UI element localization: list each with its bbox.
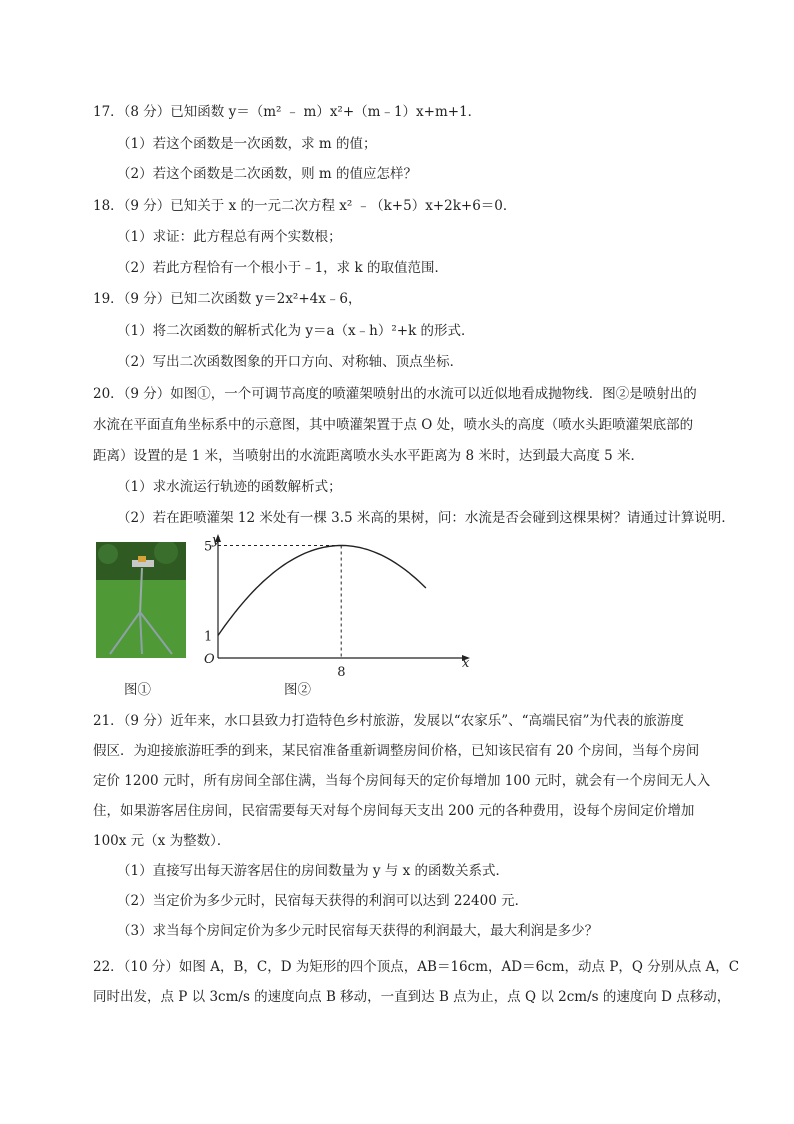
- q18-stem: 18．（9 分）已知关于 x 的一元二次方程 x² ﹣（k+5）x+2k+6＝0．: [93, 198, 517, 214]
- y-tick-label-1: 1: [204, 629, 213, 645]
- q18-part2: （2）若此方程恰有一个根小于﹣1，求 k 的取值范围．: [117, 260, 448, 276]
- parabola-graph: [196, 532, 486, 692]
- q20-line2: 水流在平面直角坐标系中的示意图，其中喷灌架置于点 O 处，喷水头的高度（喷水头距喷灌架底部的: [93, 417, 694, 433]
- q19-stem: 19．（9 分）已知二次函数 y＝2x²+4x﹣6，: [93, 291, 362, 307]
- figure2-caption: 图②: [284, 682, 311, 698]
- q17-stem: 17．（8 分）已知函数 y＝（m² ﹣ m）x²+（m﹣1）x+m+1．: [93, 104, 482, 120]
- q22-line2: 同时出发，点 P 以 3cm/s 的速度向点 B 移动，一直到达 B 点为止，点 Q 以 2cm/s 的速度向 D 点移动，: [93, 989, 731, 1005]
- q17-part2: （2）若这个函数是二次函数，则 m 的值应怎样？: [117, 166, 417, 182]
- y-tick-label-5: 5: [204, 539, 213, 555]
- q18-part1: （1）求证：此方程总有两个实数根；: [117, 229, 342, 245]
- q21-line2: 假区．为迎接旅游旺季的到来，某民宿准备重新调整房间价格，已知该民宿有 20 个房间，当每个房间: [93, 743, 700, 759]
- q21-line4: 住，如果游客居住房间，民宿需要每天对每个房间每天支出 200 元的各种费用，设每个房间定价增加: [93, 803, 695, 819]
- q21-line1: 21．（9 分）近年来，水口县致力打造特色乡村旅游，发展以“农家乐”、“高端民宿”为代表的旅游度: [93, 713, 684, 729]
- q21-part2: （2）当定价为多少元时，民宿每天获得的利润可以达到 22400 元．: [117, 893, 529, 909]
- origin-label: O: [204, 652, 215, 667]
- y-axis-label: y: [212, 533, 220, 548]
- sprinkler-photo: [96, 542, 186, 658]
- q20-line1: 20．（9 分）如图①，一个可调节高度的喷灌架喷射出的水流可以近似地看成抛物线．图②是喷射出的: [93, 386, 697, 402]
- q20-part1: （1）求水流运行轨迹的函数解析式；: [117, 479, 342, 495]
- q21-line3: 定价 1200 元时，所有房间全部住满，当每个房间每天的定价每增加 100 元时，就会有一个房间无人入: [93, 773, 711, 789]
- q19-part1: （1）将二次函数的解析式化为 y＝a（x﹣h）²+k 的形式．: [117, 323, 475, 339]
- q19-part2: （2）写出二次函数图象的开口方向、对称轴、顶点坐标．: [117, 354, 464, 370]
- water-trajectory-curve: [218, 546, 426, 636]
- q17-part1: （1）若这个函数是一次函数，求 m 的值；: [117, 136, 377, 152]
- q21-part1: （1）直接写出每天游客居住的房间数量为 y 与 x 的函数关系式．: [117, 863, 509, 879]
- q22-line1: 22．（10 分）如图 A，B，C，D 为矩形的四个顶点，AB＝16cm，AD＝6cm，动点 P，Q 分别从点 A，C: [93, 959, 740, 975]
- x-axis-label: x: [462, 656, 470, 671]
- q20-part2: （2）若在距喷灌架 12 米处有一棵 3.5 米高的果树，问：水流是否会碰到这棵果树？请通过计算说明．: [117, 510, 735, 526]
- x-tick-label-8: 8: [337, 665, 346, 680]
- q21-line5: 100x 元（x 为整数）．: [93, 833, 231, 849]
- figure1-caption: 图①: [124, 682, 151, 698]
- q20-line3: 距离）设置的是 1 米，当喷射出的水流距离喷水头水平距离为 8 米时，达到最大高度 5 米．: [93, 448, 645, 464]
- q21-part3: （3）求当每个房间定价为多少元时民宿每天获得的利润最大，最大利润是多少？: [117, 923, 599, 939]
